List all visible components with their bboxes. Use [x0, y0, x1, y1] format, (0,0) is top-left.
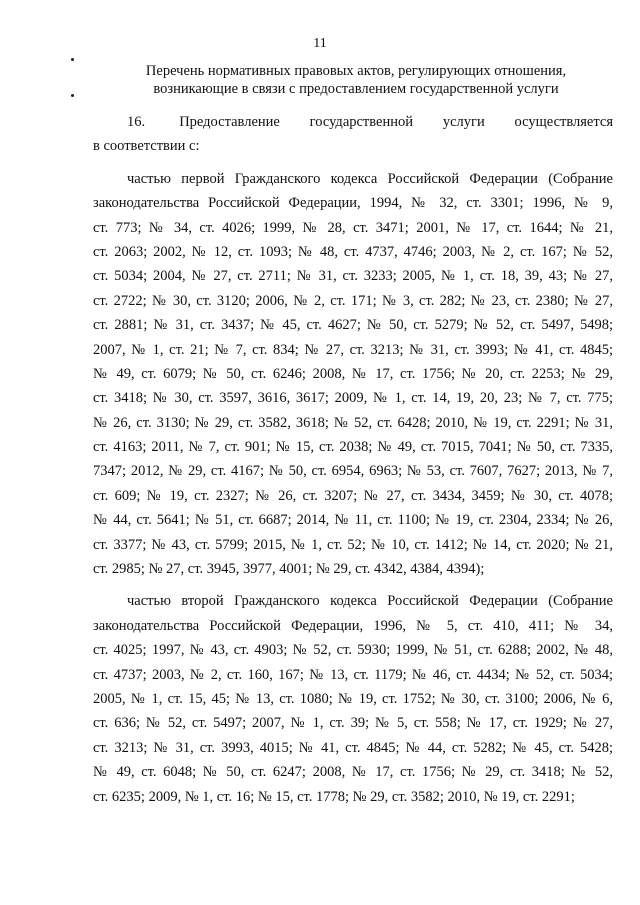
heading-line: возникающие в связи с предоставлением государственной услуги — [153, 81, 559, 97]
text-line: ст. 2063; 2002, № 12, ст. 1093; № 48, ст. 4737, 4746; 2003, № 2, ст. 167; № 52, — [93, 243, 613, 260]
text-line: ст. 4025; 1997, № 43, ст. 4903; № 52, ст. 5930; 1999, № 51, ст. 6288; 2002, № 48, — [93, 642, 613, 659]
scan-dot — [71, 94, 74, 97]
text-line: ст. 2722; № 30, ст. 3120; 2006, № 2, ст. 171; № 3, ст. 282; № 23, ст. 2380; № 27, — [93, 292, 613, 309]
text-line: ст. 6235; 2009, № 1, ст. 16; № 15, ст. 1778; № 29, ст. 3582; 2010, № 19, ст. 2291; — [93, 788, 575, 805]
section-heading — [96, 62, 616, 98]
text-line: ст. 3377; № 43, ст. 5799; 2015, № 1, ст. 52; № 10, ст. 1412; № 14, ст. 2020; № 21, — [93, 536, 613, 553]
text-line: 2005, № 1, ст. 15, 45; № 13, ст. 1080; № 19, ст. 1752; № 30, ст. 3100; 2006, № 6, — [93, 690, 613, 707]
page-number: 11 — [313, 36, 327, 51]
text-line: частью первой Гражданского кодекса Российской Федерации (Собрание — [127, 170, 613, 187]
scan-dot — [71, 58, 74, 61]
text-line: ст. 2985; № 27, ст. 3945, 3977, 4001; № 29, ст. 4342, 4384, 4394); — [93, 561, 485, 578]
text-line: ст. 3418; № 30, ст. 3597, 3616, 3617; 2009, № 1, ст. 14, 19, 20, 23; № 7, ст. 775; — [93, 390, 613, 407]
text-line: частью второй Гражданского кодекса Российской Федерации (Собрание — [127, 593, 613, 610]
text-line: № 49, ст. 6079; № 50, ст. 6246; 2008, № 17, ст. 1756; № 20, ст. 2253; № 29, — [93, 365, 613, 382]
text-line: 2007, № 1, ст. 21; № 7, ст. 834; № 27, ст. 3213; № 31, ст. 3993; № 41, ст. 4845; — [93, 341, 613, 358]
paragraph-16 — [93, 110, 613, 159]
heading-line: Перечень нормативных правовых актов, регулирующих отношения, — [145, 63, 567, 79]
paragraph-civil-code-part-one — [93, 167, 613, 582]
text-line: № 26, ст. 3130; № 29, ст. 3582, 3618; № 52, ст. 6428; 2010, № 19, ст. 2291; № 31, — [93, 414, 613, 431]
text-line: ст. 773; № 34, ст. 4026; 1999, № 28, ст. 3471; 2001, № 17, ст. 1644; № 21, — [93, 219, 613, 236]
text-line: ст. 636; № 52, ст. 5497; 2007, № 1, ст. 39; № 5, ст. 558; № 17, ст. 1929; № 27, — [93, 715, 613, 732]
paragraph-civil-code-part-two — [93, 589, 613, 809]
text-line: ст. 609; № 19, ст. 2327; № 26, ст. 3207; № 27, ст. 3434, 3459; № 30, ст. 4078; — [93, 487, 613, 504]
text-line: 7347; 2012, № 29, ст. 4167; № 50, ст. 6954, 6963; № 53, ст. 7607, 7627; 2013, № 7, — [93, 463, 613, 480]
document-body — [93, 110, 613, 809]
text-line: ст. 5034; 2004, № 27, ст. 2711; № 31, ст. 3233; 2005, № 1, ст. 18, 39, 43; № 27, — [93, 268, 613, 285]
text-line: в соответствии с: — [93, 138, 200, 155]
text-line: ст. 3213; № 31, ст. 3993, 4015; № 41, ст. 4845; № 44, ст. 5282; № 45, ст. 5428; — [93, 739, 613, 756]
text-line: законодательства Российской Федерации, 1994, № 32, ст. 3301; 1996, № 9, — [93, 195, 613, 212]
text-line: ст. 4737; 2003, № 2, ст. 160, 167; № 13, ст. 1179; № 46, ст. 4434; № 52, ст. 5034; — [93, 666, 613, 683]
text-line: 16. Предоставление государственной услуги осуществляется — [127, 114, 613, 130]
text-line: ст. 4163; 2011, № 7, ст. 901; № 15, ст. 2038; № 49, ст. 7015, 7041; № 50, ст. 7335, — [93, 439, 613, 456]
text-line: № 49, ст. 6048; № 50, ст. 6247; 2008, № 17, ст. 1756; № 29, ст. 3418; № 52, — [93, 764, 613, 781]
text-line: законодательства Российской Федерации, 1996, № 5, ст. 410, 411; № 34, — [93, 617, 613, 634]
text-line: ст. 2881; № 31, ст. 3437; № 45, ст. 4627; № 50, ст. 5279; № 52, ст. 5497, 5498; — [93, 317, 613, 334]
text-line: № 44, ст. 5641; № 51, ст. 6687; 2014, № 11, ст. 1100; № 19, ст. 2304, 2334; № 26, — [93, 512, 613, 529]
